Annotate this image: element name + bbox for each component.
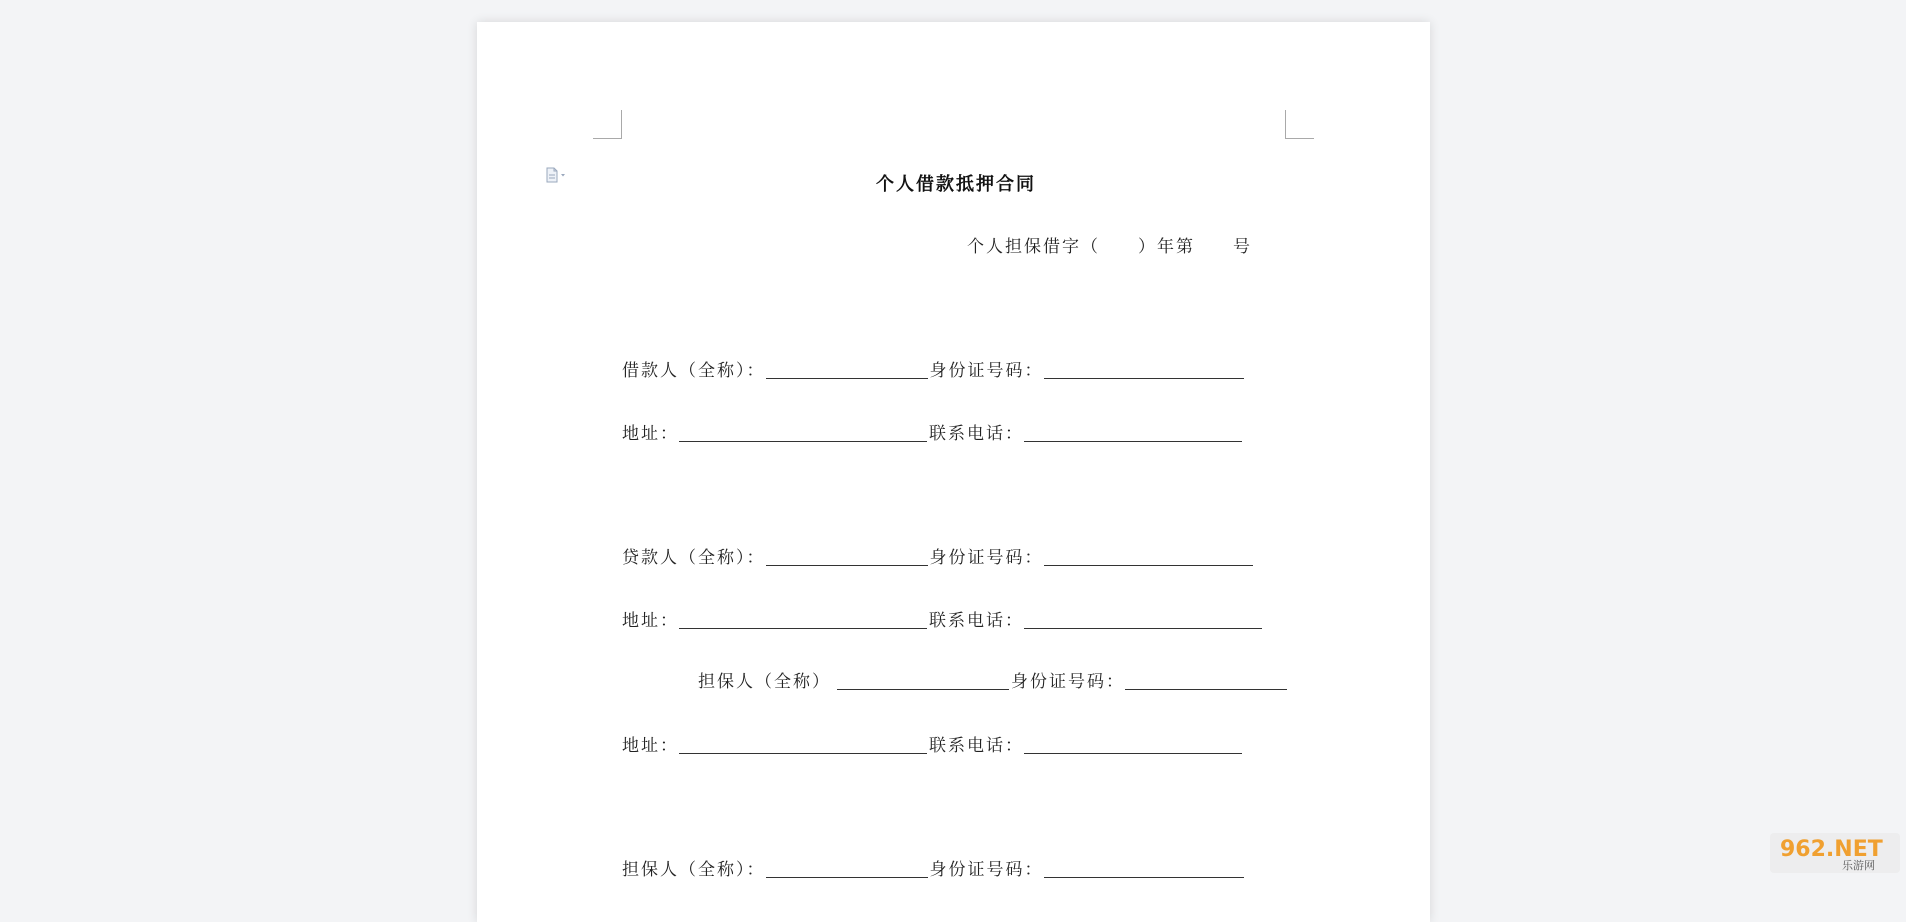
borrower-address-label: 地址： xyxy=(622,424,679,444)
lender-id-label: 身份证号码： xyxy=(930,548,1044,568)
borrower-name-field[interactable] xyxy=(766,361,928,379)
guarantor-2-line xyxy=(622,860,1246,880)
watermark-sub: 乐游网 xyxy=(1842,858,1875,872)
crop-mark-top-left xyxy=(593,110,622,139)
lender-phone-field[interactable] xyxy=(1024,611,1262,629)
borrower-name-label: 借款人（全称）： xyxy=(622,361,766,381)
guarantor-2-name-field[interactable] xyxy=(766,860,928,878)
guarantor-address-field[interactable] xyxy=(679,736,927,754)
borrower-address-field[interactable] xyxy=(679,424,927,442)
guarantor-address-label: 地址： xyxy=(622,736,679,756)
watermark-brand: 962.NET xyxy=(1780,837,1883,862)
borrower-address-line xyxy=(622,424,1244,444)
guarantor-line xyxy=(698,672,1289,692)
guarantor-id-field[interactable] xyxy=(1125,672,1287,690)
borrower-id-field[interactable] xyxy=(1044,361,1244,379)
lender-address-label: 地址： xyxy=(622,611,679,631)
guarantor-name-label: 担保人（全称） xyxy=(698,672,831,692)
lender-name-field[interactable] xyxy=(766,548,928,566)
guarantor-phone-label: 联系电话： xyxy=(929,736,1024,756)
lender-address-line xyxy=(622,611,1264,631)
document-icon[interactable] xyxy=(543,167,569,183)
borrower-line xyxy=(622,361,1246,381)
crop-mark-top-right xyxy=(1285,110,1314,139)
watermark-logo xyxy=(1770,833,1900,873)
lender-phone-label: 联系电话： xyxy=(929,611,1024,631)
guarantor-id-label: 身份证号码： xyxy=(1011,672,1125,692)
guarantor-address-line xyxy=(622,736,1244,756)
lender-address-field[interactable] xyxy=(679,611,927,629)
borrower-phone-field[interactable] xyxy=(1024,424,1242,442)
borrower-id-label: 身份证号码： xyxy=(930,361,1044,381)
document-page xyxy=(477,22,1430,922)
lender-line xyxy=(622,548,1255,568)
document-title: 个人借款抵押合同 xyxy=(876,175,1036,195)
lender-id-field[interactable] xyxy=(1044,548,1253,566)
caret-down-icon xyxy=(561,174,565,177)
guarantor-phone-field[interactable] xyxy=(1024,736,1242,754)
document-number: 个人担保借字（ ）年第 号 xyxy=(967,237,1252,257)
guarantor-2-name-label: 担保人（全称）： xyxy=(622,860,766,880)
guarantor-2-id-label: 身份证号码： xyxy=(930,860,1044,880)
guarantor-2-id-field[interactable] xyxy=(1044,860,1244,878)
guarantor-name-field[interactable] xyxy=(837,672,1009,690)
borrower-phone-label: 联系电话： xyxy=(929,424,1024,444)
lender-name-label: 贷款人（全称）： xyxy=(622,548,766,568)
